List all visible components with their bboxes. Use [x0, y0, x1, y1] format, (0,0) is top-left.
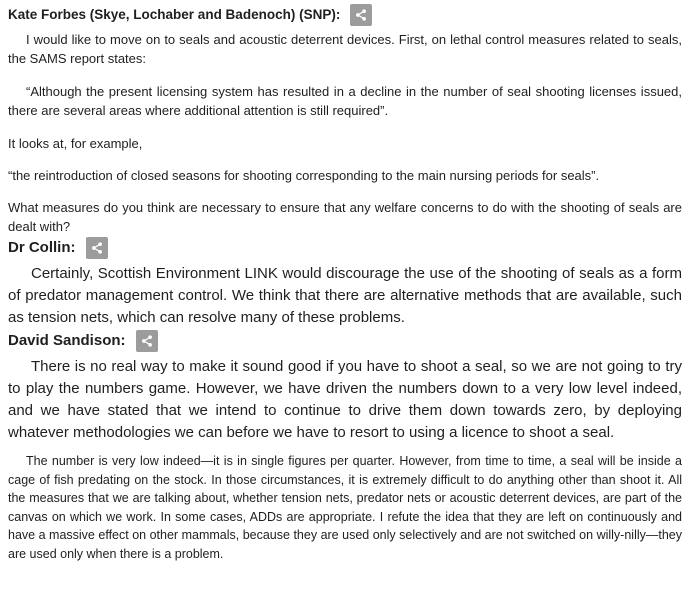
share-icon: [354, 8, 368, 22]
speech-paragraph-quote: “the reintroduction of closed seasons for shooting corresponding to the main nursing periods for seals”.: [8, 168, 600, 183]
speaker-heading: [8, 236, 682, 259]
speaker-name: Dr Collin:: [8, 239, 76, 256]
speech-david-sandison: [8, 329, 682, 563]
speech-paragraph-quote: “Although the present licensing system has resulted in a decline in the number of seal shooting licenses issued, there are several areas where additional attention is still required”.: [8, 84, 682, 118]
share-icon: [90, 241, 104, 255]
share-icon: [140, 334, 154, 348]
share-button[interactable]: [86, 237, 108, 259]
speaker-heading: [8, 3, 682, 26]
speech-paragraph: What measures do you think are necessary to ensure that any welfare concerns to do with the shooting of seals are dealt with?: [8, 200, 682, 234]
speech-paragraph: Certainly, Scottish Environment LINK would discourage the use of the shooting of seals as a form of predator management control. We think that there are alternative methods that are available, such as tension nets, which can resolve many of these problems.: [8, 265, 682, 326]
share-button[interactable]: [350, 4, 372, 26]
speaker-heading: [8, 329, 682, 352]
speaker-name: David Sandison:: [8, 332, 126, 349]
share-button[interactable]: [136, 330, 158, 352]
speaker-name: Kate Forbes (Skye, Lochaber and Badenoch) (SNP):: [8, 7, 341, 22]
speech-kate-forbes: [8, 3, 682, 236]
speech-paragraph: It looks at, for example,: [8, 136, 143, 151]
speech-dr-collin: [8, 236, 682, 329]
speech-paragraph: I would like to move on to seals and acoustic deterrent devices. First, on lethal control measures related to seals, the SAMS report states:: [8, 32, 682, 66]
speech-paragraph: There is no real way to make it sound good if you have to shoot a seal, so we are not going to try to play the numbers game. However, we have driven the numbers down to a very low level indeed, and we have stated that we intend to continue to drive them down towards zero, by deploying whatever methodologies we can before we have to resort to using a licence to shoot a seal.: [8, 358, 682, 441]
speech-paragraph-small: The number is very low indeed—it is in single figures per quarter. However, from time to time, a seal will be inside a cage of fish predating on the stock. In those circumstances, it is extremely difficult to do anything other than shoot it. All the measures that we are talking about, whether tension nets, predator nets or acoustic deterrent devices, are part of the canvas on which we work. In some cases, ADDs are appropriate. I refute the idea that they are left on continuously and have a massive effect on other mammals, because they are used only selectively and are not switched on willy-nilly—they are used only when there is a problem.: [8, 454, 682, 561]
